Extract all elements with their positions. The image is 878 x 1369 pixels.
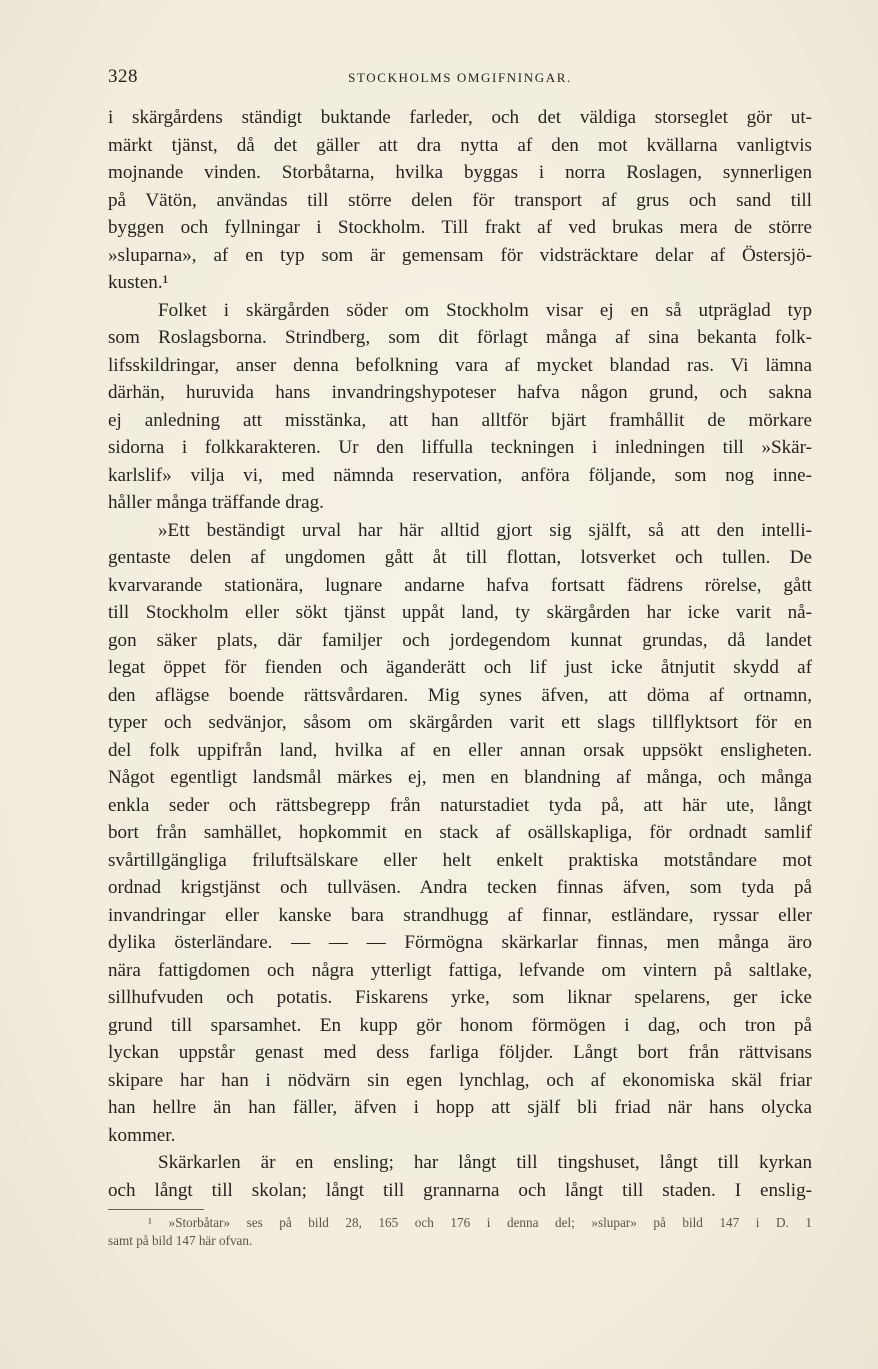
text-line: mojnande vinden. Storbåtarna, hvilka byggas i norra Roslagen, synnerligen	[108, 162, 812, 183]
text-line: ej anledning att misstänka, att han alltför bjärt framhållit de mörkare	[108, 409, 812, 431]
footnote-line: ¹ »Storbåtar» ses på bild 28, 165 och 176 i denna del; »slupar» på bild 147 i D. 1	[148, 1215, 812, 1230]
text-line: Skärkarlen är en ensling; har långt till tingshuset, långt till kyrkan	[158, 1152, 812, 1173]
text-line: i skärgårdens ständigt buktande farleder, och det väldiga storseglet gör ut-	[108, 107, 812, 128]
text-line: svårtillgängliga friluftsälskare eller helt enkelt praktiska motståndare mot	[108, 849, 812, 871]
text-line: gon säker plats, där familjer och jordegendom kunnat grundas, då landet	[108, 629, 812, 651]
text-line: del folk uppifrån land, hvilka af en eller annan orsak uppsökt ensligheten.	[108, 739, 812, 761]
text-line: invandringar eller kanske bara strandhugg af finnar, estländare, ryssar eller	[108, 904, 812, 926]
text-line: kusten.¹	[108, 272, 169, 293]
text-line: karlslif» vilja vi, med nämnda reservation, anföra följande, som nog inne-	[108, 464, 812, 486]
text-line: skipare har han i nödvärn sin egen lynchlag, och af ekonomiska skäl friar	[108, 1069, 812, 1091]
text-line: »sluparna», af en typ som är gemensam för vidsträcktare delar af Östersjö-	[108, 244, 812, 266]
running-title: STOCKHOLMS OMGIFNINGAR.	[348, 70, 572, 85]
text-line: till Stockholm eller sökt tjänst uppåt land, ty skärgården har icke varit nå-	[108, 602, 812, 623]
text-line: gentaste delen af ungdomen gått åt till flottan, lotsverket och tullen. De	[108, 547, 812, 568]
text-line: lyckan uppstår genast med dess farliga följder. Långt bort från rättvisans	[108, 1042, 812, 1063]
text-line: dylika österländare. — — — Förmögna skärkarlar finnas, men många äro	[108, 932, 812, 953]
text-line: grund till sparsamhet. En kupp gör honom förmögen i dag, och tron på	[108, 1014, 812, 1036]
text-line: bort från samhället, hopkommit en stack af osällskapliga, för ordnadt samlif	[108, 822, 812, 843]
page-number: 328	[108, 66, 138, 87]
text-line: håller många träffande drag.	[108, 492, 324, 513]
text-line: den aflägse boende rättsvårdaren. Mig synes äfven, att döma af ortnamn,	[108, 684, 812, 706]
footnote-line: samt på bild 147 här ofvan.	[108, 1233, 253, 1248]
page-header	[108, 66, 812, 90]
text-line: typer och sedvänjor, såsom om skärgården varit ett slags tillflyktsort för en	[108, 712, 812, 733]
text-line: därhän, huruvida hans invandringshypoteser hafva någon grund, och sakna	[108, 382, 812, 403]
text-line: han hellre än han fäller, äfven i hopp att själf bli friad när hans olycka	[108, 1097, 812, 1118]
text-line: ordnad krigstjänst och tullväsen. Andra tecken finnas äfven, som tyda på	[108, 877, 812, 898]
text-line: kvarvarande stationära, lugnare andarne hafva fortsatt fädrens rörelse, gått	[108, 574, 812, 596]
text-line: lifsskildringar, anser denna befolkning vara af mycket blandad ras. Vi lämna	[108, 354, 812, 376]
text-line: byggen och fyllningar i Stockholm. Till frakt af ved brukas mera de större	[108, 217, 812, 238]
text-line: »Ett beständigt urval har här alltid gjort sig själft, så att den intelli-	[158, 519, 812, 541]
text-line: kommer.	[108, 1124, 176, 1146]
text-line: på Vätön, användas till större delen för transport af grus och sand till	[108, 189, 812, 211]
footnote	[108, 1214, 812, 1250]
text-line: Något egentligt landsmål märkes ej, men en blandning af många, och många	[108, 767, 812, 788]
text-line: Folket i skärgården söder om Stockholm visar ej en så utpräglad typ	[158, 299, 812, 321]
text-line: sillhufvuden och potatis. Fiskarens yrke, som liknar spelarens, ger icke	[108, 987, 812, 1008]
body-text	[108, 104, 812, 1204]
text-line: nära fattigdomen och några ytterligt fattiga, lefvande om vintern på saltlake,	[108, 959, 812, 981]
text-line: legat öppet för fienden och äganderätt och lif just icke åtnjutit skydd af	[108, 657, 812, 678]
footnote-divider	[108, 1209, 204, 1210]
text-line: enkla seder och rättsbegrepp från naturstadiet tyda på, att här ute, långt	[108, 794, 812, 816]
text-line: och långt till skolan; långt till grannarna och långt till staden. I enslig-	[108, 1179, 812, 1201]
text-line: märkt tjänst, då det gäller att dra nytta af den mot kvällarna vanligtvis	[108, 134, 812, 156]
text-line: sidorna i folkkarakteren. Ur den liffulla teckningen i inledningen till »Skär-	[108, 437, 812, 458]
text-line: som Roslagsborna. Strindberg, som dit förlagt många af sina bekanta folk-	[108, 327, 812, 348]
